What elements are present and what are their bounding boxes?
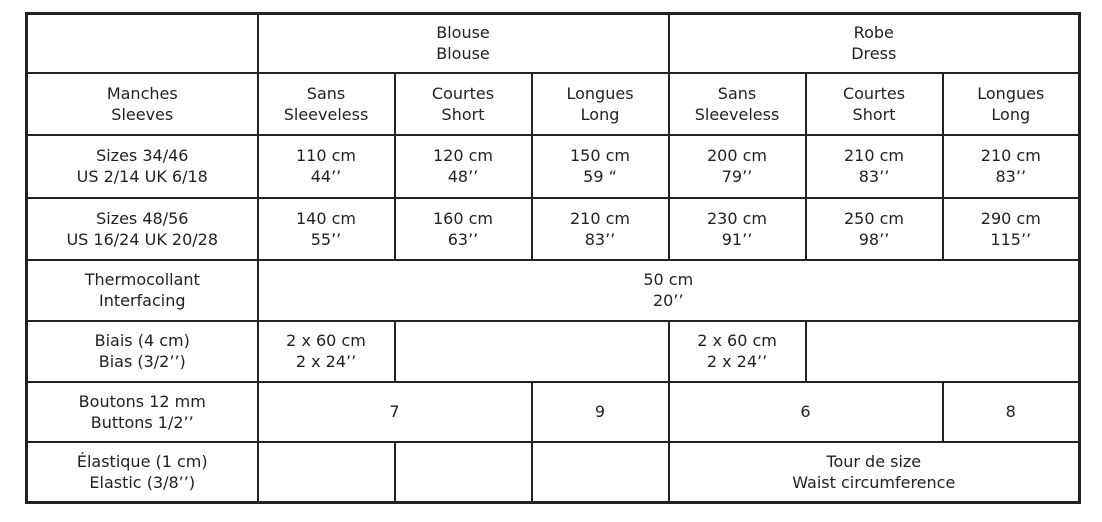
bias-blouse-value: 2 x 60 cm 2 x 24’’ bbox=[258, 321, 395, 382]
row-label: Manches Sleeves bbox=[27, 73, 258, 135]
sizes-large-row bbox=[27, 198, 1080, 260]
fabric-length-cell: 140 cm 55’’ bbox=[258, 198, 395, 260]
sleeve-type-cell: Longues Long bbox=[532, 73, 669, 135]
fabric-requirements-table bbox=[25, 12, 1081, 504]
bias-robe-value: 2 x 60 cm 2 x 24’’ bbox=[669, 321, 806, 382]
row-label: Biais (4 cm) Bias (3/2’’) bbox=[27, 321, 258, 382]
header-row bbox=[27, 14, 1080, 73]
fabric-length-cell: 150 cm 59 “ bbox=[532, 135, 669, 198]
row-label: Sizes 34/46 US 2/14 UK 6/18 bbox=[27, 135, 258, 198]
empty-cell bbox=[395, 321, 669, 382]
interfacing-row bbox=[27, 260, 1080, 321]
elastic-robe-value: Tour de size Waist circumference bbox=[669, 442, 1080, 503]
sizes-small-row bbox=[27, 135, 1080, 198]
blouse-header: Blouse Blouse bbox=[258, 14, 669, 73]
buttons-blouse-long: 9 bbox=[532, 382, 669, 442]
buttons-robe-long: 8 bbox=[943, 382, 1080, 442]
bias-row bbox=[27, 321, 1080, 382]
fabric-length-cell: 210 cm 83’’ bbox=[806, 135, 943, 198]
fabric-length-cell: 290 cm 115’’ bbox=[943, 198, 1080, 260]
empty-cell bbox=[258, 442, 395, 503]
row-label: Thermocollant Interfacing bbox=[27, 260, 258, 321]
empty-cell bbox=[395, 442, 532, 503]
fabric-length-cell: 120 cm 48’’ bbox=[395, 135, 532, 198]
fabric-length-cell: 160 cm 63’’ bbox=[395, 198, 532, 260]
corner-cell bbox=[27, 14, 258, 73]
sleeve-type-cell: Courtes Short bbox=[806, 73, 943, 135]
buttons-robe-short: 6 bbox=[669, 382, 943, 442]
fabric-length-cell: 210 cm 83’’ bbox=[532, 198, 669, 260]
sleeves-row bbox=[27, 73, 1080, 135]
row-label: Boutons 12 mm Buttons 1/2’’ bbox=[27, 382, 258, 442]
interfacing-value: 50 cm 20’’ bbox=[258, 260, 1080, 321]
empty-cell bbox=[532, 442, 669, 503]
sleeve-type-cell: Sans Sleeveless bbox=[669, 73, 806, 135]
fabric-length-cell: 210 cm 83’’ bbox=[943, 135, 1080, 198]
robe-header: Robe Dress bbox=[669, 14, 1080, 73]
elastic-row bbox=[27, 442, 1080, 503]
fabric-length-cell: 110 cm 44’’ bbox=[258, 135, 395, 198]
row-label: Sizes 48/56 US 16/24 UK 20/28 bbox=[27, 198, 258, 260]
sleeve-type-cell: Longues Long bbox=[943, 73, 1080, 135]
fabric-length-cell: 230 cm 91’’ bbox=[669, 198, 806, 260]
empty-cell bbox=[806, 321, 1080, 382]
fabric-length-cell: 200 cm 79’’ bbox=[669, 135, 806, 198]
buttons-blouse-short: 7 bbox=[258, 382, 532, 442]
sleeve-type-cell: Sans Sleeveless bbox=[258, 73, 395, 135]
fabric-length-cell: 250 cm 98’’ bbox=[806, 198, 943, 260]
row-label: Élastique (1 cm) Elastic (3/8’’) bbox=[27, 442, 258, 503]
sleeve-type-cell: Courtes Short bbox=[395, 73, 532, 135]
buttons-row bbox=[27, 382, 1080, 442]
